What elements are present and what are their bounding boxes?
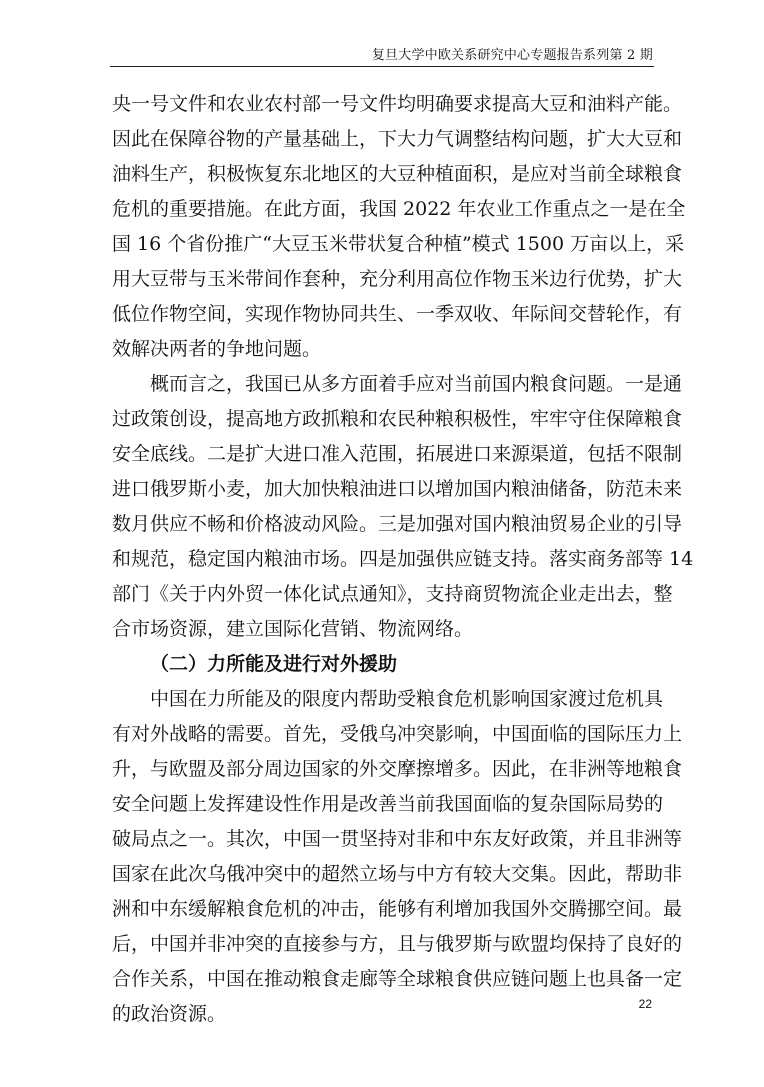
text-line: 合作关系，中国在推动粮食走廊等全球粮食供应链问题上也具备一定 — [112, 968, 683, 990]
text-line: 油料生产，积极恢复东北地区的大豆种植面积，是应对当前全球粮食 — [112, 163, 683, 185]
text-line: 效解决两者的争地问题。 — [112, 338, 322, 360]
text-line: 后，中国并非冲突的直接参与方，且与俄罗斯与欧盟均保持了良好的 — [112, 933, 683, 955]
text-line: 概而言之，我国已从多方面着手应对当前国内粮食问题。一是通 — [150, 373, 683, 395]
text-line: 危机的重要措施。在此方面，我国 2022 年农业工作重点之一是在全 — [112, 198, 686, 220]
text-line: 有对外战略的需要。首先，受俄乌冲突影响，中国面临的国际压力上 — [112, 723, 683, 745]
text-line: 国 16 个省份推广“大豆玉米带状复合种植”模式 1500 万亩以上，采 — [112, 233, 685, 255]
text-line: 安全问题上发挥建设性作用是改善当前我国面临的复杂国际局势的 — [112, 793, 664, 815]
text-line: 部门《关于内外贸一体化试点通知》，支持商贸物流企业走出去，整 — [112, 583, 673, 605]
text-line: 安全底线。二是扩大进口准入范围，拓展进口来源渠道，包括不限制 — [112, 443, 683, 465]
text-line: 破局点之一。其次，中国一贯坚持对非和中东友好政策，并且非洲等 — [112, 828, 683, 850]
main-text — [112, 87, 694, 1032]
text-line: 数月供应不畅和价格波动风险。三是加强对国内粮油贸易企业的引导 — [112, 513, 683, 535]
text-line: 合市场资源，建立国际化营销、物流网络。 — [112, 618, 474, 640]
header-divider — [110, 66, 654, 67]
text-line: 因此在保障谷物的产量基础上，下大力气调整结构问题，扩大大豆和 — [112, 128, 683, 150]
section-heading: （二）力所能及进行对外援助 — [150, 653, 398, 675]
text-line: 进口俄罗斯小麦，加大加快粮油进口以增加国内粮油储备，防范未来 — [112, 478, 683, 500]
text-line: 低位作物空间，实现作物协同共生、一季双收、年际间交替轮作，有 — [112, 303, 683, 325]
text-line: 过政策创设，提高地方政抓粮和农民种粮积极性，牢牢守住保障粮食 — [112, 408, 683, 430]
paragraph-soybean-policy — [112, 87, 686, 367]
text-line: 洲和中东缓解粮食危机的冲击，能够有利增加我国外交腾挪空间。最 — [112, 898, 683, 920]
page-number: 22 — [638, 997, 652, 1011]
text-line: 和规范，稳定国内粮油市场。四是加强供应链支持。落实商务部等 14 — [112, 548, 694, 570]
text-line: 升，与欧盟及部分周边国家的外交摩擦增多。因此，在非洲等地粮食 — [112, 758, 683, 780]
text-line: 央一号文件和农业农村部一号文件均明确要求提高大豆和油料产能。 — [112, 93, 683, 115]
paragraph-domestic-measures — [112, 367, 694, 647]
text-line: 用大豆带与玉米带间作套种，充分利用高位作物玉米边行优势，扩大 — [112, 268, 683, 290]
text-line: 中国在力所能及的限度内帮助受粮食危机影响国家渡过危机具 — [150, 688, 664, 710]
paragraph-foreign-aid — [112, 682, 683, 1032]
page-header-title: 复旦大学中欧关系研究中心专题报告系列第 2 期 — [371, 48, 653, 63]
text-line: 的政治资源。 — [112, 1003, 227, 1025]
text-line: 国家在此次乌俄冲突中的超然立场与中方有较大交集。因此，帮助非 — [112, 863, 683, 885]
